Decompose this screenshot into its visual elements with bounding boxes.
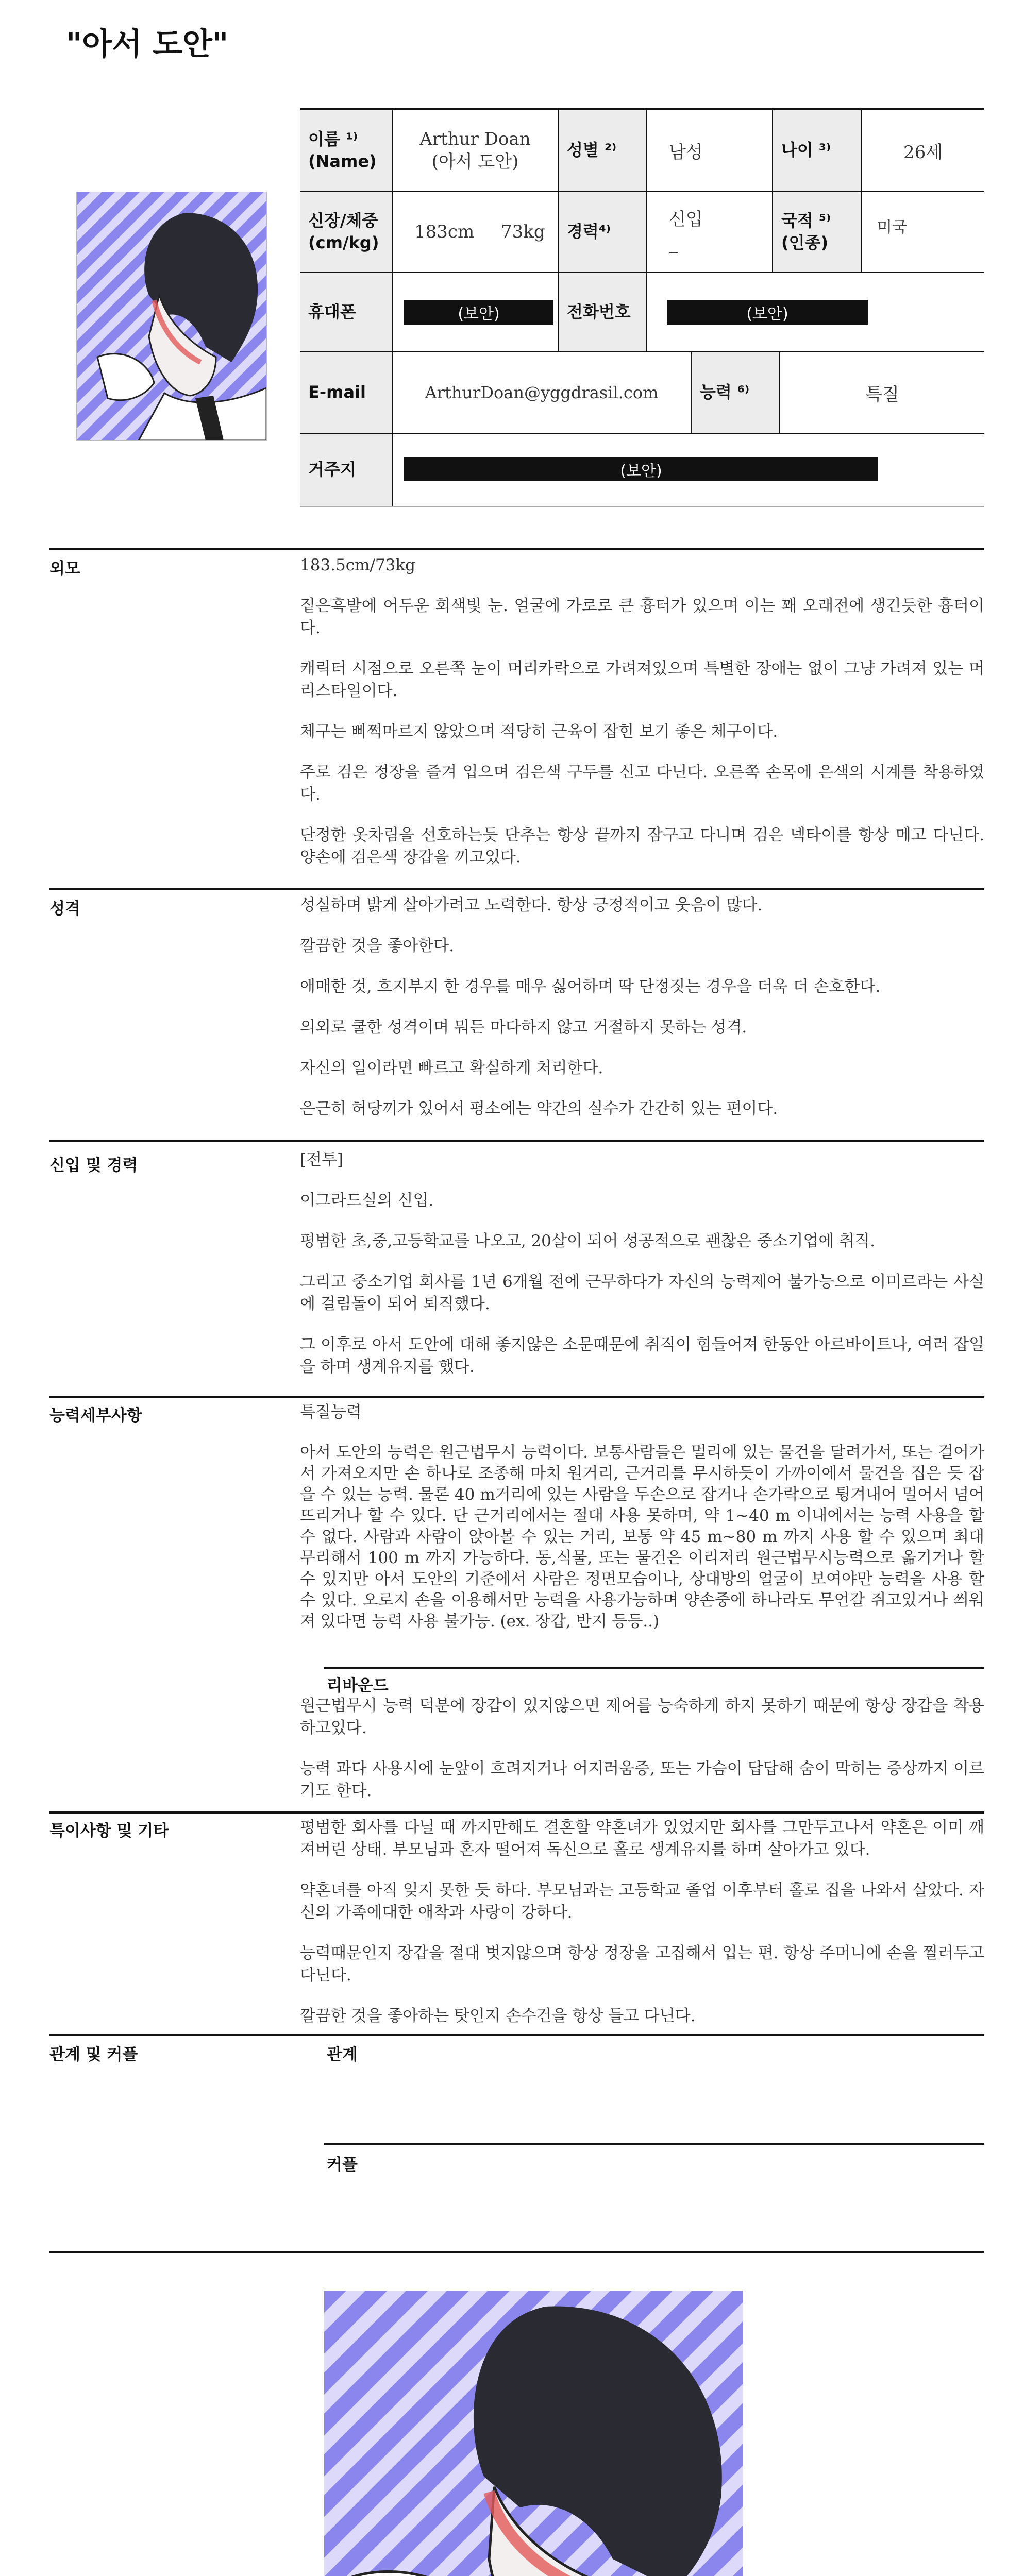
appearance-text <box>300 554 984 887</box>
address-redacted: (보안) <box>404 457 878 481</box>
appearance-heading: 외모 <box>49 560 80 578</box>
character-illustration <box>77 192 266 440</box>
nation-label: 국적 ⁵⁾ (인종) <box>772 192 861 272</box>
gender-label: 성별 ²⁾ <box>558 110 646 191</box>
age-value: 26세 <box>861 110 984 191</box>
career-paragraph: 평범한 초,중,고등학교를 나오고, 20살이 되어 성공적으로 괜찮은 중소기업에 취직. <box>300 1232 875 1250</box>
career-paragraph: 그리고 중소기업 회사를 1년 6개월 전에 근무하다가 자신의 능력제어 불가능으로 이미르라는 사실에 걸림돌이 되어 퇴직했다. <box>300 1273 984 1313</box>
ability-paragraph: 아서 도안의 능력은 원근법무시 능력이다. 보통사람들은 멀리에 있는 물건을 달려가서, 또는 걸어가서 가져오지만 손 하나로 조종해 마치 원거리, 근거리를 무시하듯이 가까이에서 물건을 집은 듯 잡을 수 있는 능력. 물론 40 m거리에 있는 사람을 두손으로 잡거나 손가락으로 튕겨내어 멀어서 넘어뜨리거나 할 수 있다. 단 근거리에서는 절대 사용 못하며, 약 1~40 m 이내에서는 능력 사용을 할 수 없다. 사람과 사람이 앉아볼 수 있는 거리, 보통 약 45 m~80 m 까지 사용 할 수 있으며 최대 무리해서 100 m 까지 가능하다. 동,식물, 또는 물건은 이리저리 원근법무시능력으로 옮기거나 할 수 있지만 아서 도안의 기준에서 사람은 정면모습이나, 상대방의 얼굴이 보여야만 능력을 사용 할 수 있다. 오로지 손을 이용해서만 능력을 사용가능하며 양손중에 하나라도 무언갈 쥐고있거나 씌워져 있다면 능력 사용 불가능. (ex. 장갑, 반지 등등..) <box>300 1443 984 1631</box>
ability-heading: 능력세부사항 <box>49 1406 142 1425</box>
tel-redacted: (보안) <box>667 300 868 325</box>
appearance-paragraph: 주로 검은 정장을 즐겨 입으며 검은색 구두를 신고 다닌다. 오른쪽 손목에 은색의 시계를 착용하였다. <box>300 763 984 804</box>
misc-paragraph: 약혼녀를 아직 잊지 못한 듯 하다. 부모님과는 고등학교 졸업 이후부터 홀로 집을 나와서 살았다. 자신의 가족에대한 애착과 사랑이 강하다. <box>300 1881 984 1922</box>
profile-row-name <box>300 110 984 192</box>
appearance-paragraph: 짙은흑발에 어두운 회색빛 눈. 얼굴에 가로로 큰 흉터가 있으며 이는 꽤 오래전에 생긴듯한 흉터이다. <box>300 597 984 637</box>
profile-row-address <box>300 434 984 507</box>
large-portrait <box>324 2291 743 2576</box>
appearance-paragraph: 캐릭터 시점으로 오른쪽 눈이 머리카락으로 가려져있으며 특별한 장애는 없이 그냥 가려져 있는 머리스타일이다. <box>300 659 984 700</box>
page-title: "아서 도안" <box>66 26 229 62</box>
profile-table <box>300 108 984 507</box>
section-divider <box>49 1140 984 1142</box>
name-value: Arthur Doan (아서 도안) <box>392 110 558 191</box>
personality-paragraph: 성실하며 밝게 살아가려고 노력한다. 항상 긍정적이고 웃음이 많다. <box>300 896 763 914</box>
age-label: 나이 ³⁾ <box>772 110 861 191</box>
personality-heading: 성격 <box>49 900 80 918</box>
personality-paragraph: 은근히 허당끼가 있어서 평소에는 약간의 실수가 간간히 있는 편이다. <box>300 1099 778 1118</box>
section-divider <box>49 2034 984 2036</box>
misc-text <box>300 1817 984 2046</box>
ability-label: 능력 ⁶⁾ <box>691 352 779 433</box>
weight-value: 73kg <box>501 222 545 242</box>
misc-paragraph: 평범한 회사를 다닐 때 까지만해도 결혼할 약혼녀가 있었지만 회사를 그만두고나서 약혼은 이미 깨져버린 상태. 부모님과 혼자 떨어져 독신으로 홀로 생계유지를 하며 살아가고 있다. <box>300 1818 984 1859</box>
personality-text <box>300 894 984 1139</box>
appearance-paragraph: 체구는 삐쩍마르지 않았으며 적당히 근육이 잡힌 보기 좋은 체구이다. <box>300 722 778 741</box>
section-divider <box>49 2251 984 2253</box>
relation-label: 관계 <box>327 2045 358 2064</box>
personality-paragraph: 애매한 것, 흐지부지 한 경우를 매우 싫어하며 딱 단정짓는 경우을 더욱 더 손호한다. <box>300 977 881 996</box>
phone-label: 휴대폰 <box>300 273 392 351</box>
name-label: 이름 ¹⁾ (Name) <box>300 110 392 191</box>
misc-paragraph: 능력때문인지 장갑을 절대 벗지않으며 항상 정장을 고집해서 입는 편. 항상 주머니에 손을 찔러두고 다닌다. <box>300 1944 984 1985</box>
subsection-divider <box>324 1667 984 1669</box>
misc-paragraph: 깔끔한 것을 좋아하는 탓인지 손수건을 항상 들고 다닌다. <box>300 2007 696 2025</box>
misc-heading: 특이사항 및 기타 <box>49 1822 169 1840</box>
ability-value: 특질 <box>779 352 984 433</box>
height-value: 183cm <box>392 192 558 272</box>
rebound-text <box>300 1695 984 1821</box>
address-label: 거주지 <box>300 434 392 506</box>
profile-row-email <box>300 352 984 434</box>
email-value: ArthurDoan@yggdrasil.com <box>392 352 691 433</box>
body-label: 신장/체중 (cm/kg) <box>300 192 392 272</box>
email-label: E-mail <box>300 352 392 433</box>
character-illustration <box>324 2291 743 2576</box>
career-paragraph: 이그라드실의 신입. <box>300 1191 434 1210</box>
career-paragraph: [전투] <box>300 1150 344 1169</box>
profile-row-body <box>300 192 984 273</box>
subsection-divider <box>324 2143 984 2145</box>
nation-value: 미국 <box>861 192 984 272</box>
section-divider <box>49 548 984 550</box>
tel-label: 전화번호 <box>558 273 646 351</box>
personality-paragraph: 깔끔한 것을 좋아한다. <box>300 937 455 955</box>
rebound-heading: 리바운드 <box>327 1676 389 1695</box>
rebound-paragraph: 능력 과다 사용시에 눈앞이 흐려지거나 어지러움증, 또는 가슴이 답답해 숨이 막히는 증상까지 이르기도 한다. <box>300 1759 984 1800</box>
ability-paragraph: 특질능력 <box>300 1403 362 1421</box>
section-divider <box>49 888 984 890</box>
appearance-paragraph: 183.5cm/73kg <box>300 556 416 574</box>
gender-value: 남성 <box>646 110 772 191</box>
section-divider <box>49 1811 984 1814</box>
career-label: 경력⁴⁾ <box>558 192 646 272</box>
appearance-paragraph: 단정한 옷차림을 선호하는듯 단추는 항상 끝까지 잠구고 다니며 검은 넥타이를 항상 메고 다닌다. 양손에 검은색 장갑을 끼고있다. <box>300 826 984 867</box>
career-value: 신입 _ <box>646 192 772 272</box>
relations-heading: 관계 및 커플 <box>49 2045 138 2064</box>
personality-paragraph: 의외로 쿨한 성격이며 뭐든 마다하지 않고 거절하지 못하는 성격. <box>300 1018 747 1037</box>
phone-redacted: (보안) <box>404 300 553 325</box>
profile-portrait <box>76 192 267 441</box>
ability-text <box>300 1401 984 1651</box>
section-divider <box>49 1396 984 1398</box>
couple-label: 커플 <box>327 2156 358 2174</box>
career-heading: 신입 및 경력 <box>49 1156 138 1175</box>
personality-paragraph: 자신의 일이라면 빠르고 확실하게 처리한다. <box>300 1059 603 1077</box>
career-text <box>300 1149 984 1397</box>
rebound-paragraph: 원근법무시 능력 덕분에 장갑이 있지않으면 제어를 능숙하게 하지 못하기 때문에 항상 장갑을 착용하고있다. <box>300 1697 984 1737</box>
career-paragraph: 그 이후로 아서 도안에 대해 좋지않은 소문때문에 취직이 힘들어져 한동안 아르바이트나, 여러 잡일을 하며 생계유지를 했다. <box>300 1335 984 1376</box>
profile-row-phone <box>300 273 984 352</box>
